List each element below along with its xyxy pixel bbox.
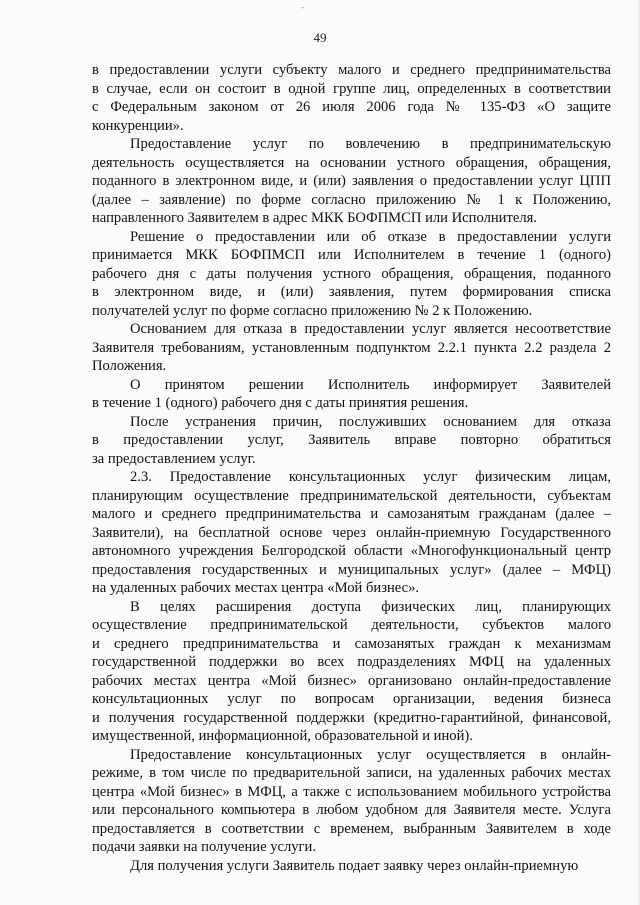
- text-line: центра «Мой бизнес» в МФЦ, а также с использованием мобильного устройства: [92, 783, 611, 800]
- text-line: осуществление предпринимательской деятельности, субъектов малого: [92, 617, 611, 633]
- text-line: Заявителя требованиям, установленным подпунктом 2.2.1 пункта 2.2 раздела 2: [92, 339, 611, 356]
- text-line: Для получения услуги Заявитель подает заявку через онлайн-приемную: [130, 857, 579, 874]
- text-line: поданного в электронном виде, и (или) заявления о предоставлении услуг ЦПП: [92, 173, 611, 189]
- paragraph: [92, 413, 611, 469]
- text-line: Предоставление консультационных услуг осуществляется в онлайн-: [130, 746, 611, 763]
- page-edge-shadow: [636, 0, 640, 905]
- text-line: предоставляется в соответствии с временем, выбранным Заявителем в ходе: [92, 820, 611, 837]
- text-line: О принятом решении Исполнитель информирует Заявителей: [130, 376, 611, 393]
- paragraph: [92, 228, 611, 321]
- text-line: подачи заявки на получение услуги.: [92, 839, 316, 855]
- paragraph: [92, 857, 611, 876]
- text-line: (далее – заявление) по форме согласно приложению № 1 к Положению,: [92, 191, 611, 208]
- paragraph: [92, 468, 611, 598]
- text-line: получателей услуг по форме согласно приложению № 2 к Положению.: [92, 302, 533, 319]
- text-line: Положения.: [92, 358, 167, 374]
- text-line: Заявители), на бесплатной основе через онлайн-приемную Государственного: [92, 524, 611, 541]
- text-line: рабочего дня с даты получения устного обращения, обращения, поданного: [92, 265, 611, 282]
- text-line: малого и среднего предпринимательства и самозанятым гражданам (далее –: [92, 506, 611, 522]
- top-mark: -: [301, 2, 304, 12]
- text-line: деятельность осуществляется на основании устного обращения, обращения,: [92, 154, 611, 171]
- text-line: на удаленных рабочих местах центра «Мой бизнес».: [92, 580, 420, 596]
- text-line: или персонального компьютера в любом удобном для Заявителя месте. Услуга: [92, 802, 611, 818]
- document-body: [92, 61, 611, 875]
- text-line: и получения государственной поддержки (кредитно-гарантийной, финансовой,: [92, 709, 611, 726]
- text-line: и среднего предпринимательства и самозанятых граждан к механизмам: [92, 635, 611, 652]
- text-line: консультационных услуг по вопросам организации, ведения бизнеса: [92, 691, 611, 707]
- paragraph: [92, 746, 611, 857]
- text-line: направленного Заявителем в адрес МКК БОФПМСП или Исполнителя.: [92, 210, 537, 226]
- text-line: 2.3. Предоставление консультационных услуг физическим лицам,: [130, 469, 611, 485]
- text-line: с Федеральным законом от 26 июля 2006 года № 135-ФЗ «О защите: [92, 99, 611, 115]
- text-line: в течение 1 (одного) рабочего дня с даты принятия решения.: [92, 395, 469, 411]
- text-line: Решение о предоставлении или об отказе в предоставлении услуги: [130, 228, 611, 245]
- text-line: в случае, если он состоит в одной группе лиц, определенных в соответствии: [92, 80, 611, 97]
- text-line: В целях расширения доступа физических лиц, планирующих: [130, 598, 611, 615]
- text-line: После устранения причин, послуживших основанием для отказа: [130, 413, 611, 430]
- text-line: конкуренции».: [92, 117, 184, 134]
- paragraph: [92, 376, 611, 413]
- text-line: в электронном виде, и (или) заявления, путем формирования списка: [92, 284, 611, 300]
- text-line: за предоставлением услуг.: [92, 450, 256, 467]
- text-line: рабочих местах центра «Мой бизнес» организовано онлайн-предоставление: [92, 672, 611, 689]
- text-line: принимается МКК БОФПМСП или Исполнителем в течение 1 (одного): [92, 247, 611, 263]
- page-number: 49: [313, 30, 327, 45]
- text-line: автономного учреждения Белгородской области «Многофункциональный центр: [92, 543, 611, 559]
- text-line: в предоставлении услуги субъекту малого и среднего предпринимательства: [92, 62, 611, 78]
- text-line: Основанием для отказа в предоставлении услуг является несоответствие: [130, 321, 611, 337]
- paragraph: [92, 320, 611, 376]
- paragraph: [92, 61, 611, 135]
- paragraph: [92, 135, 611, 228]
- text-line: в предоставлении услуг, Заявитель вправе повторно обратиться: [92, 432, 611, 448]
- text-line: государственной поддержки во всех подразделениях МФЦ на удаленных: [92, 654, 611, 670]
- text-line: режиме, в том числе по предварительной записи, на удаленных рабочих местах: [92, 765, 611, 781]
- text-line: планирующим осуществление предпринимательской деятельности, субъектам: [92, 487, 611, 504]
- text-line: имущественной, информационной, образовательной и иной).: [92, 728, 473, 744]
- paragraph: [92, 598, 611, 746]
- text-line: предоставления государственных и муниципальных услуг» (далее – МФЦ): [92, 561, 611, 578]
- text-line: Предоставление услуг по вовлечению в предпринимательскую: [130, 136, 611, 152]
